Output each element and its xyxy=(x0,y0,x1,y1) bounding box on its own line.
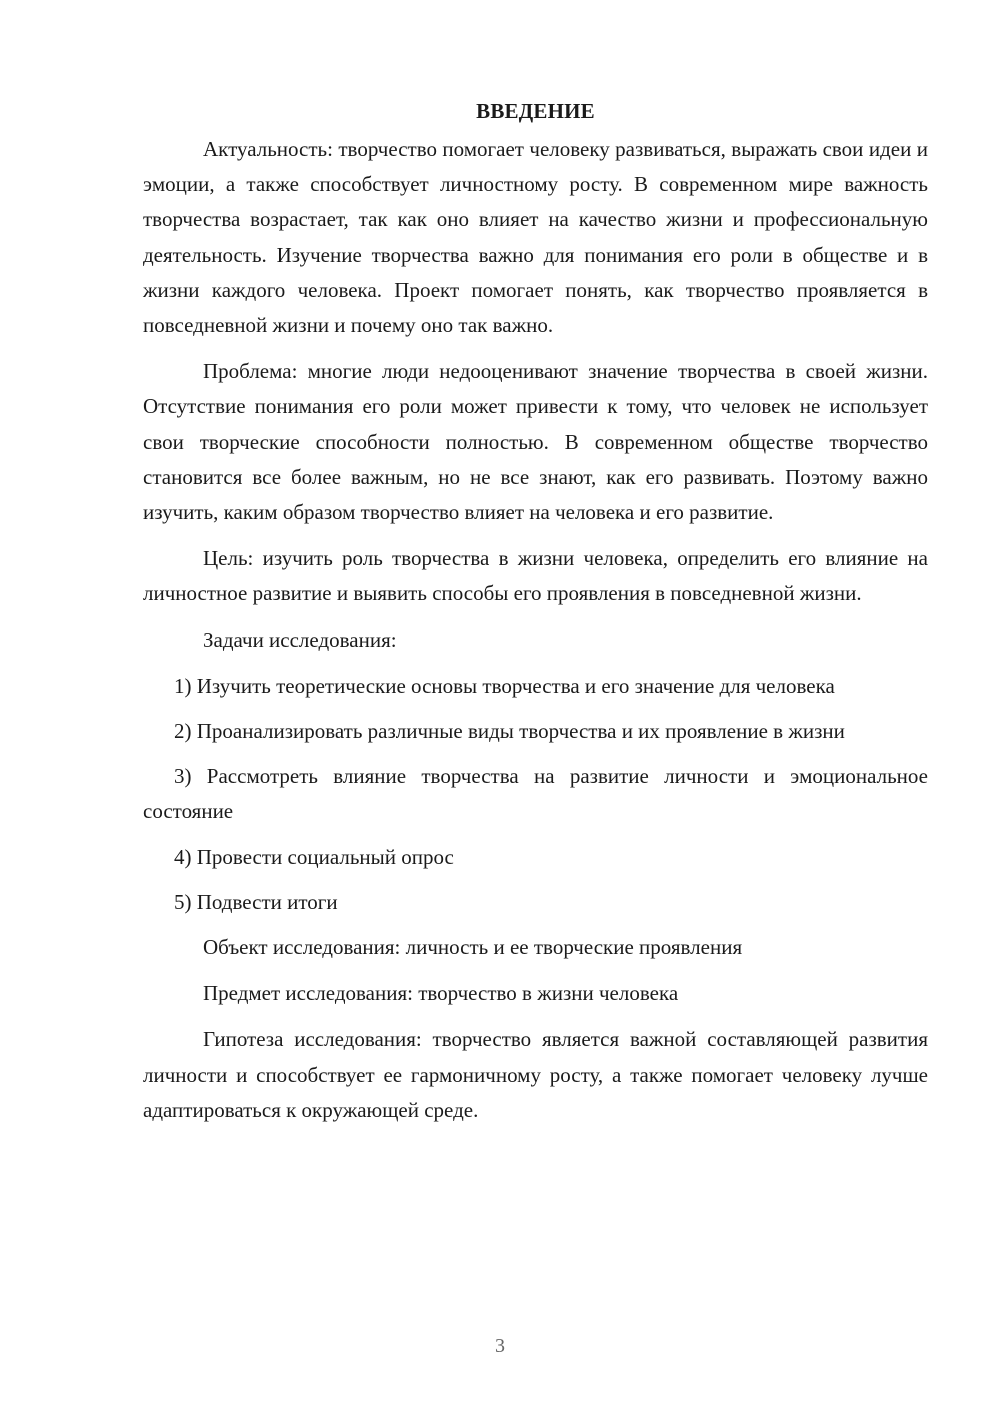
task-item-3: 3) Рассмотреть влияние творчества на развитие личности и эмоциональное состояние xyxy=(143,764,928,824)
page-number: 3 xyxy=(495,1335,505,1357)
task-item-5: 5) Подвести итоги xyxy=(174,889,338,914)
task-item-4: 4) Провести социальный опрос xyxy=(174,844,454,869)
research-object: Объект исследования: личность и ее творческие проявления xyxy=(203,935,743,960)
tasks-heading: Задачи исследования: xyxy=(203,627,397,652)
problem-paragraph: Проблема: многие люди недооценивают значение творчества в своей жизни. Отсутствие понимания его роли может привести к тому, что человек не использует свои творческие способности полностью. В современном обществе творчество становится все более важным, но не все знают, как его развивать. Поэтому важно изучить, каким образом творчество влияет на человека и его развитие. xyxy=(143,359,928,525)
relevance-paragraph: Актуальность: творчество помогает человеку развиваться, выражать свои идеи и эмоции, а также способствует личностному росту. В современном мире важность творчества возрастает, так как оно влияет на качество жизни и профессиональную деятельность. Изучение творчества важно для понимания его роли в обществе и в жизни каждого человека. Проект помогает понять, как творчество проявляется в повседневной жизни и почему оно так важно. xyxy=(143,137,928,338)
goal-paragraph: Цель: изучить роль творчества в жизни человека, определить его влияние на личностное развитие и выявить способы его проявления в повседневной жизни. xyxy=(143,546,928,606)
section-title: ВВЕДЕНИЕ xyxy=(476,99,595,123)
task-item-2: 2) Проанализировать различные виды творчества и их проявление в жизни xyxy=(174,719,845,744)
task-item-1: 1) Изучить теоретические основы творчества и его значение для человека xyxy=(174,673,835,698)
research-hypothesis: Гипотеза исследования: творчество является важной составляющей развития личности и способствует ее гармоничному росту, а также помогает человеку лучше адаптироваться к окружающей среде. xyxy=(143,1027,928,1122)
document-page xyxy=(143,96,928,1139)
research-subject: Предмет исследования: творчество в жизни человека xyxy=(203,981,679,1006)
